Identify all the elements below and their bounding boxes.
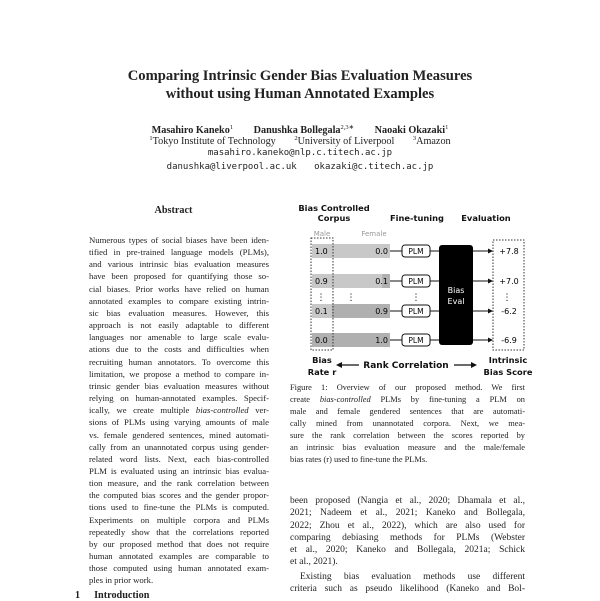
figure-caption xyxy=(290,382,525,466)
abstract-line: have been proposed for quantifying those so- xyxy=(89,271,269,282)
abstract-line: PLM is evaluated using an intrinsic bias evalua- xyxy=(89,465,269,476)
male-rate: 1.0 xyxy=(315,247,328,256)
body-line: criteria such as pseudo likelihood (Kaneko and Bol- xyxy=(290,584,525,595)
eval-arrowhead xyxy=(488,309,493,314)
bias-score: -6.2 xyxy=(501,307,517,316)
intrinsic-label: Bias Score xyxy=(483,367,533,377)
abstract-line: tified in pre-trained language models (PLMs), xyxy=(89,247,269,258)
abstract-line: tion measure, and the rank correlation between xyxy=(89,478,269,489)
female-rate: 0.9 xyxy=(375,307,388,316)
abstract-line: those computed using human annotated exam- xyxy=(89,563,269,574)
bias-score: -6.9 xyxy=(501,336,517,345)
body-line: comparing debiasing methods for PLMs (Webster xyxy=(290,532,525,543)
male-rate: 0.0 xyxy=(315,336,328,345)
section-heading: 1 Introduction xyxy=(75,590,150,601)
body-text xyxy=(290,495,525,595)
bias-eval-box xyxy=(439,245,473,345)
female-rate: 0.0 xyxy=(375,247,388,256)
email[interactable]: masahiro.kaneko@nlp.c.titech.ac.jp xyxy=(207,148,393,158)
abstract-line: languages nor amenable to large scale evalu- xyxy=(89,332,269,343)
eval-arrowhead xyxy=(488,279,493,284)
caption-line: an intrinsic bias evaluation measure and the male/female xyxy=(290,443,525,452)
plm-label: PLM xyxy=(408,277,424,286)
ellipsis: ⋮ xyxy=(316,293,326,303)
abstract-line: and various intrinsic bias evaluation measures xyxy=(89,259,269,270)
body-line: et al., 2021). xyxy=(290,557,338,568)
abstract-line: ples in prior work. xyxy=(89,575,154,586)
evaluation-header: Evaluation xyxy=(461,213,511,223)
plm-label: PLM xyxy=(408,336,424,345)
abstract-line: trinsic gender bias evaluation measures without xyxy=(89,380,269,391)
finetune-header: Fine-tuning xyxy=(390,213,444,223)
caption-line: bias rates (r) used to fine-tune the PLMs. xyxy=(290,455,428,464)
abstract-line: sic bias evaluation measures. However, this xyxy=(89,307,269,318)
male-rate: 0.1 xyxy=(315,307,328,316)
caption-line: Figure 1: Overview of our proposed method. We first xyxy=(290,383,525,392)
rank-correlation-label: Rank Correlation xyxy=(363,361,449,371)
affiliation: $^1$Tokyo Institute of Technology xyxy=(149,135,276,147)
title-line: without using Human Annotated Examples xyxy=(165,86,435,102)
arrow-right-head xyxy=(471,362,477,368)
corpus-header: Corpus xyxy=(317,213,351,223)
abstract-line: human annotated examples are comparable to xyxy=(89,551,269,562)
author: Masahiro Kaneko$^1$ xyxy=(151,124,234,136)
abstract-line: relying on human-annotated examples. Specif- xyxy=(89,393,269,404)
abstract-line: recruiting human annotators. To overcome this xyxy=(89,356,269,367)
abstract-line: cial biases. Prior works have relied on human xyxy=(89,283,269,294)
body-line: et al., 2020; Kaneko and Bollegala, 2021a; Schick xyxy=(290,545,525,556)
caption-line: create bias-controlled PLMs by fine-tuning a PLM on xyxy=(290,395,525,404)
body-line: Existing bias evaluation methods use different xyxy=(300,571,525,582)
author: Danushka Bollegala$^{2,3∗}$ xyxy=(253,124,355,136)
male-label: Male xyxy=(313,230,331,238)
abstract-line: related word lists. Next, each bias-controlled xyxy=(89,453,269,464)
author: Naoaki Okazaki$^1$ xyxy=(374,124,449,136)
caption-line: cally mined from unannotated corpora. Next, we mea- xyxy=(290,419,525,428)
bias-score: +7.0 xyxy=(499,277,519,286)
abstract-line: Numerous types of social biases have been iden- xyxy=(89,235,269,245)
caption-line: male and female gendered sentences that are automati- xyxy=(290,407,525,416)
abstract-line: by our proposed method that does not require xyxy=(89,538,269,549)
abstract-line: sions of PLMs using varying amounts of male xyxy=(89,417,269,428)
ellipsis: ⋮ xyxy=(502,293,512,303)
bias-score: +7.8 xyxy=(499,247,519,256)
abstract-line: tions used to fine-tune the PLMs is computed. xyxy=(89,502,269,513)
body-line: 2021; Nadeem et al., 2021; Kaneko and Bollegala, xyxy=(290,508,525,519)
bias-rate-label: Rate r xyxy=(307,367,337,377)
abstract-line: ically, we create multiple bias-controlled ver- xyxy=(89,405,270,416)
abstract-line: Experiments on multiple corpora and PLMs xyxy=(89,514,269,525)
female-rate: 1.0 xyxy=(375,336,388,345)
email[interactable]: okazaki@c.titech.ac.jp xyxy=(314,162,434,172)
abstract-line: the computed bias scores and the gender propor- xyxy=(89,490,269,501)
arrow-left-head xyxy=(336,362,342,368)
abstract-line: limitation, we propose a method to compare in- xyxy=(89,368,269,379)
female-rate: 0.1 xyxy=(375,277,388,286)
abstract-line: repeatedly show that the correlations reported xyxy=(89,526,269,537)
bias-rate-label: Bias xyxy=(312,355,332,365)
abstract-heading: Abstract xyxy=(154,205,193,216)
plm-label: PLM xyxy=(408,247,424,256)
body-line: 2022; Zhou et al., 2022), which are also used for xyxy=(290,520,525,531)
eval-arrowhead xyxy=(488,249,493,254)
abstract-line: annotated examples to compare existing intrin- xyxy=(89,295,269,306)
affiliation: $^2$University of Liverpool xyxy=(294,135,395,147)
female-label: Female xyxy=(361,230,387,238)
ellipsis: ⋮ xyxy=(411,293,421,303)
abstract-line: cally from an unannotated corpus using gender- xyxy=(89,441,269,452)
abstract-line: vs. female gendered sentences, mined automati- xyxy=(89,429,269,440)
body-line: been proposed (Nangia et al., 2020; Dhamala et al., xyxy=(290,496,525,506)
abstract-line: ations due to the costs and difficulties when xyxy=(89,344,269,355)
caption-line: sure the rank correlation between the scores reported by xyxy=(290,431,525,440)
ellipsis: ⋮ xyxy=(346,293,356,303)
affiliation: $^3$Amazon xyxy=(412,135,451,147)
male-rate: 0.9 xyxy=(315,277,328,286)
bias-eval-label: Eval xyxy=(447,297,465,306)
bias-eval-label: Bias xyxy=(447,286,465,295)
title-line: Comparing Intrinsic Gender Bias Evaluation Measures xyxy=(127,68,473,84)
email[interactable]: danushka@liverpool.ac.uk xyxy=(166,162,297,172)
eval-arrowhead xyxy=(488,338,493,343)
corpus-header: Bias Controlled xyxy=(298,203,370,213)
abstract-line: approach is not easily adaptable to different xyxy=(89,320,269,331)
intrinsic-label: Intrinsic xyxy=(488,355,528,365)
plm-label: PLM xyxy=(408,307,424,316)
